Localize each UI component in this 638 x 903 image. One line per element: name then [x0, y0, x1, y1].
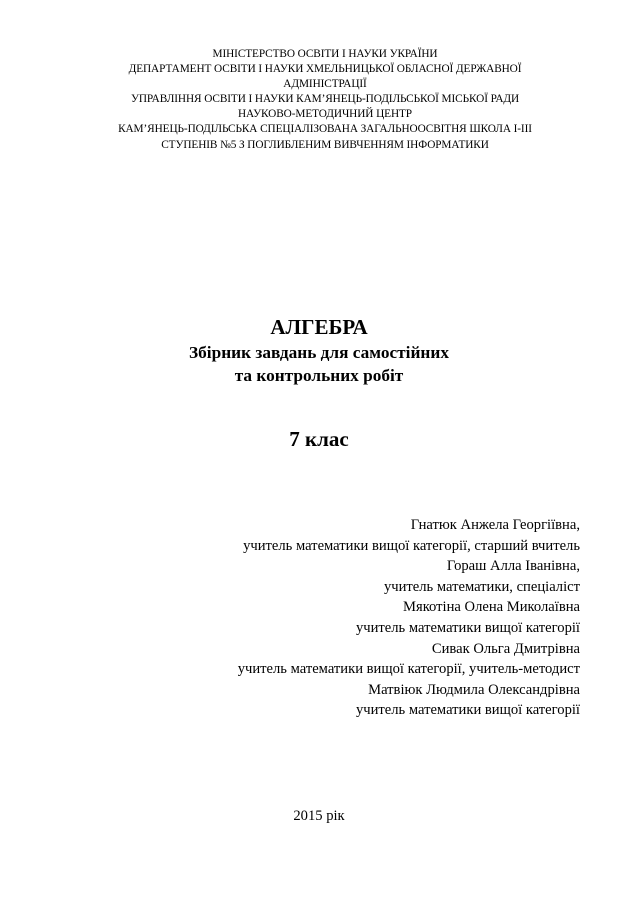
- header-line-administration: АДМІНІСТРАЦІЇ: [283, 78, 367, 91]
- document-subtitle-line-2: та контрольних робіт: [234, 366, 404, 385]
- author-4-position: учитель математики вищої категорії, учитель-методист: [237, 661, 580, 678]
- author-5-position: учитель математики вищої категорії: [355, 702, 580, 719]
- author-5-name: Матвіюк Людмила Олександрівна: [368, 681, 580, 698]
- author-3-name: Мякотіна Олена Миколаївна: [403, 599, 580, 616]
- publication-year: 2015 рік: [293, 808, 345, 824]
- header-line-department: ДЕПАРТАМЕНТ ОСВІТИ І НАУКИ ХМЕЛЬНИЦЬКОЇ ОБЛАСНОЇ ДЕРЖАВНОЇ: [128, 63, 522, 76]
- author-3-position: учитель математики вищої категорії: [355, 619, 580, 636]
- header-line-method-center: НАУКОВО-МЕТОДИЧНИЙ ЦЕНТР: [238, 108, 412, 121]
- document-title: АЛГЕБРА: [270, 315, 368, 339]
- title-block: [0, 313, 638, 387]
- grade-label: 7 клас: [289, 427, 349, 451]
- document-subtitle-line-1: Збірник завдань для самостійних: [189, 343, 449, 362]
- header-line-ministry: МІНІСТЕРСТВО ОСВІТИ І НАУКИ УКРАЇНИ: [212, 48, 438, 60]
- author-2-name: Гораш Алла Іванівна,: [446, 558, 580, 575]
- header-line-school-specialization: СТУПЕНІВ №5 З ПОГЛИБЛЕНИМ ВИВЧЕННЯМ ІНФОРМАТИКИ: [161, 138, 489, 151]
- author-1-position: учитель математики вищої категорії, старший вчитель: [243, 537, 580, 554]
- author-2-position: учитель математики, спеціаліст: [383, 578, 580, 595]
- author-4-name: Сивак Ольга Дмитрівна: [431, 640, 580, 657]
- header-line-school: КАМ’ЯНЕЦЬ-ПОДІЛЬСЬКА СПЕЦІАЛІЗОВАНА ЗАГАЛЬНООСВІТНЯ ШКОЛА І-ІІІ: [118, 123, 532, 136]
- institution-header: [40, 47, 610, 153]
- author-1-name: Гнатюк Анжела Георгіївна,: [410, 517, 580, 533]
- authors-block: [140, 515, 580, 721]
- header-line-city-department: УПРАВЛІННЯ ОСВІТИ І НАУКИ КАМ’ЯНЕЦЬ-ПОДІЛЬСЬКОЇ МІСЬКОЇ РАДИ: [130, 93, 520, 106]
